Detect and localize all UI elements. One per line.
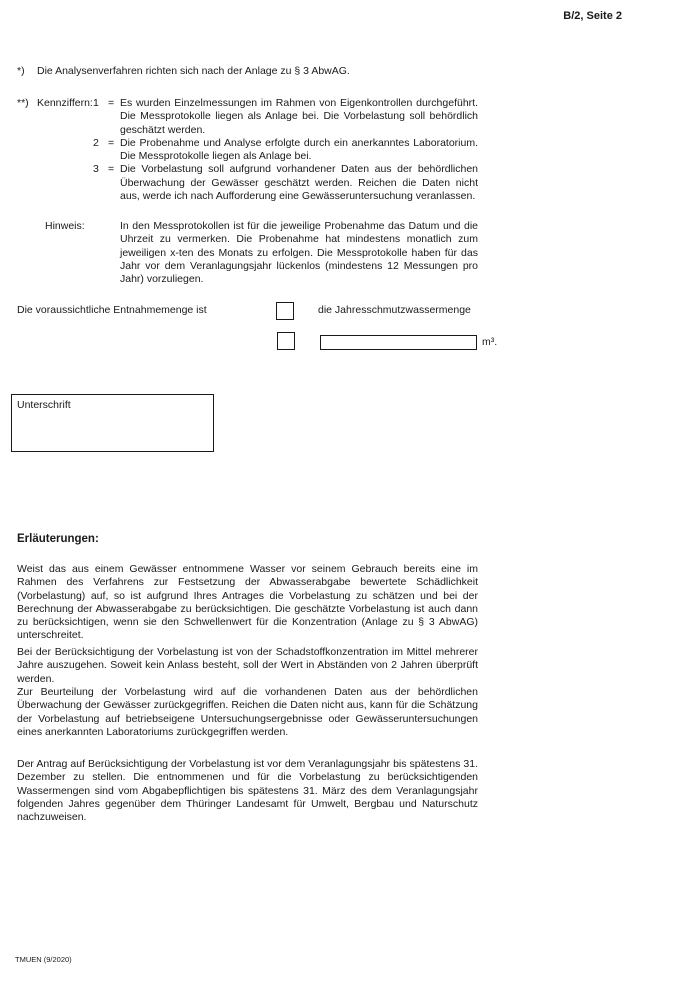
cubic-meter-unit-label: m³. bbox=[482, 336, 498, 348]
erlaeuterungen-title: Erläuterungen: bbox=[17, 533, 99, 545]
kennziffer-text: Es wurden Einzelmessungen im Rahmen von Eigenkontrollen durchgeführt. Die Messprotokolle liegen als Anlage bei. Die Vorbelastung soll behördlich geschätzt werden. bbox=[120, 97, 478, 136]
footnote-asterisk-text: Die Analysenverfahren richten sich nach der Anlage zu § 3 AbwAG. bbox=[37, 65, 350, 77]
entnahmemenge-amount-input[interactable] bbox=[320, 335, 477, 350]
kennziffer-number: 3 bbox=[93, 163, 99, 176]
equals-sign: = bbox=[108, 136, 115, 149]
hinweis-label: Hinweis: bbox=[45, 220, 85, 232]
footnote-asterisk-marker: *) bbox=[17, 65, 25, 77]
footnote-double-asterisk-marker: **) bbox=[17, 97, 29, 109]
kennziffer-item-3 bbox=[93, 163, 478, 203]
equals-sign: = bbox=[108, 97, 115, 109]
kennziffer-number: 2 bbox=[93, 136, 99, 149]
kennziffer-item-2 bbox=[93, 137, 478, 164]
hinweis-text: In den Messprotokollen ist für die jeweilige Probenahme das Datum und die Uhrzeit zu vermerken. Die Probenahme hat mindestens monatlich zum jeweiligen x-ten des Monats zu erfolgen. Die Messprotokolle haben für das Jahr vor dem Veranlagungsjahr lückenlos (mindestens 12 Messungen pro Jahr) vorzuliegen. bbox=[120, 220, 478, 286]
erlaeuterungen-paragraph-1: Weist das aus einem Gewässer entnommene Wasser vor seinem Gebrauch bereits eine im Rahmen des Verfahrens zur Festsetzung der Abwasserabgabe bewertete Schädlichkeit (Vorbelastung) auf, so ist aufgrund Ihres Antrages die Vorbelastung zu schätzen und bei der Berechnung der Abwasserabgabe zu berücksichtigen. Die geschätzte Vorbelastung ist auch dann zu berücksichtigen, wenn sie den Schwellenwert für die Konzentration (Anlage zu § 3 AbwAG) unterschreitet. bbox=[17, 563, 478, 642]
kennziffern-list bbox=[93, 97, 478, 203]
equals-sign: = bbox=[108, 163, 115, 176]
entnahmemenge-intro-label: Die voraussichtliche Entnahmemenge ist bbox=[17, 304, 207, 316]
erlaeuterungen-paragraph-4: Der Antrag auf Berücksichtigung der Vorbelastung ist vor dem Veranlagungsjahr bis spätestens 31. Dezember zu stellen. Die entnommenen und für die Vorbelastung zu berücksichtigenden Wassermengen sind vom Abgabepflichtigen bis spätestens 31. März des dem Veranlagungsjahr folgenden Jahres gegenüber dem Thüringer Landesamt für Umwelt, Bergbau und Naturschutz nachzuweisen. bbox=[17, 758, 478, 824]
entnahmemenge-amount-checkbox[interactable] bbox=[277, 332, 295, 350]
unterschrift-signature-box[interactable] bbox=[11, 394, 214, 452]
form-version-label: TMUEN (9/2020) bbox=[15, 955, 72, 964]
kennziffer-text: Die Vorbelastung soll aufgrund vorhandener Daten aus der behördlichen Überwachung der Gewässer geschätzt werden. Reichen die Daten nicht aus, werde ich nach Aufforderung eine Gewässeruntersuchung veranlassen. bbox=[120, 163, 478, 203]
kennziffer-number: 1 bbox=[93, 97, 99, 109]
jahresschmutzwassermenge-checkbox[interactable] bbox=[276, 302, 294, 320]
erlaeuterungen-paragraph-3: Zur Beurteilung der Vorbelastung wird auf die vorhandenen Daten aus der behördlichen Überwachung der Gewässer zurückgegriffen. Reichen die Daten nicht aus, kann für die Schätzung der Vorbelastung auf betriebseigene Untersuchungsergebnisse oder Gewässeruntersuchungen eines anerkannten Laboratoriums zurückgegriffen werden. bbox=[17, 686, 478, 738]
kennziffer-text: Die Probenahme und Analyse erfolgte durch ein anerkanntes Laboratorium. Die Messprotokolle liegen als Anlage bei. bbox=[120, 136, 478, 163]
kennziffer-item-1 bbox=[93, 97, 478, 137]
jahresschmutzwassermenge-label: die Jahresschmutzwassermenge bbox=[318, 304, 471, 316]
unterschrift-label: Unterschrift bbox=[17, 399, 71, 411]
page-number-label: B/2, Seite 2 bbox=[563, 10, 622, 22]
erlaeuterungen-paragraph-2: Bei der Berücksichtigung der Vorbelastung ist von der Schadstoffkonzentration im Mittel mehrerer Jahre auszugehen. Soweit kein Anlass besteht, soll der Wert in Abständen von 2 Jahren überprüft werden. bbox=[17, 646, 478, 685]
kennziffern-label: Kennziffern: bbox=[37, 97, 93, 109]
